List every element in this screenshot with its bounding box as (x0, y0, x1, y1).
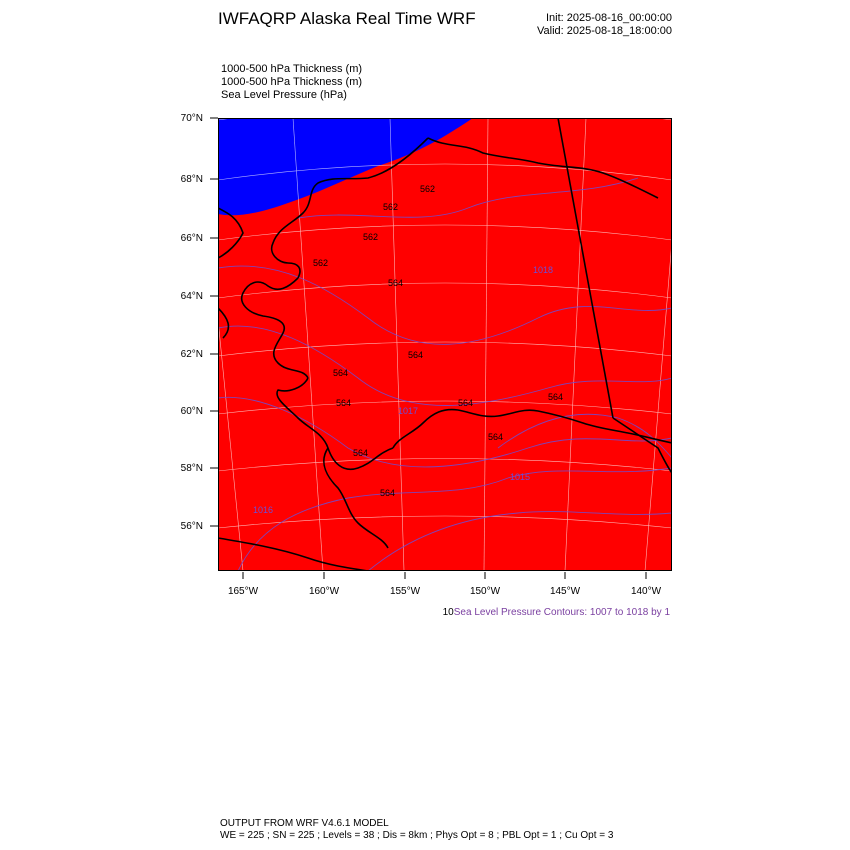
plot-title: IWFAQRP Alaska Real Time WRF (218, 9, 476, 28)
frame-ticks (205, 110, 685, 590)
lat-label-66: 66°N (180, 233, 203, 244)
pressure-label: 1018 (533, 265, 554, 275)
thickness-label: 562 (363, 232, 379, 242)
field-list (221, 63, 362, 102)
pressure-label: 1016 (253, 505, 274, 515)
thickness-label: 564 (353, 448, 369, 458)
lat-label-64: 64°N (180, 291, 203, 302)
contour-legend-prefix: 10 (442, 607, 454, 618)
run-times (537, 12, 672, 38)
lon-label-165w: 165°W (227, 586, 259, 597)
lon-label-160w: 160°W (308, 586, 340, 597)
pressure-label: 1015 (510, 472, 531, 482)
valid-time: Valid: 2025-08-18_18:00:00 (537, 25, 672, 37)
thickness-label: 562 (420, 184, 436, 194)
thickness-label: 564 (548, 392, 564, 402)
lon-label-155w: 155°W (389, 586, 421, 597)
thickness-label: 564 (408, 350, 424, 360)
field-thickness-contour: 1000-500 hPa Thickness (m) (221, 76, 363, 88)
lat-label-70: 70°N (180, 113, 203, 124)
thickness-label: 564 (336, 398, 352, 408)
thickness-label: 564 (388, 278, 404, 288)
lon-label-145w: 145°W (549, 586, 581, 597)
slp-contour-note: Sea Level Pressure Contours: 1007 to 1018 by 1 (453, 607, 670, 618)
lon-label-140w: 140°W (630, 586, 662, 597)
thickness-label: 564 (333, 368, 349, 378)
footer-config: WE = 225 ; SN = 225 ; Levels = 38 ; Dis = 8km ; Phys Opt = 8 ; PBL Opt = 1 ; Cu Opt = 3 (220, 830, 614, 841)
thickness-label: 562 (313, 258, 329, 268)
thickness-label: 564 (488, 432, 504, 442)
pressure-label: 1017 (398, 406, 419, 416)
lon-label-150w: 150°W (469, 586, 501, 597)
thickness-label: 562 (383, 202, 399, 212)
contour-legend (443, 607, 670, 618)
thickness-label: 564 (458, 398, 474, 408)
init-time: Init: 2025-08-16_00:00:00 (546, 12, 672, 24)
field-thickness-fill: 1000-500 hPa Thickness (m) (221, 63, 363, 75)
model-footer (220, 818, 613, 842)
footer-model: OUTPUT FROM WRF V4.6.1 MODEL (220, 818, 389, 829)
lat-label-62: 62°N (180, 349, 203, 360)
lat-label-58: 58°N (180, 463, 203, 474)
field-slp: Sea Level Pressure (hPa) (221, 89, 347, 101)
thickness-label: 564 (380, 488, 396, 498)
lat-label-56: 56°N (180, 521, 203, 532)
lat-label-68: 68°N (180, 174, 203, 185)
lat-label-60: 60°N (180, 406, 203, 417)
